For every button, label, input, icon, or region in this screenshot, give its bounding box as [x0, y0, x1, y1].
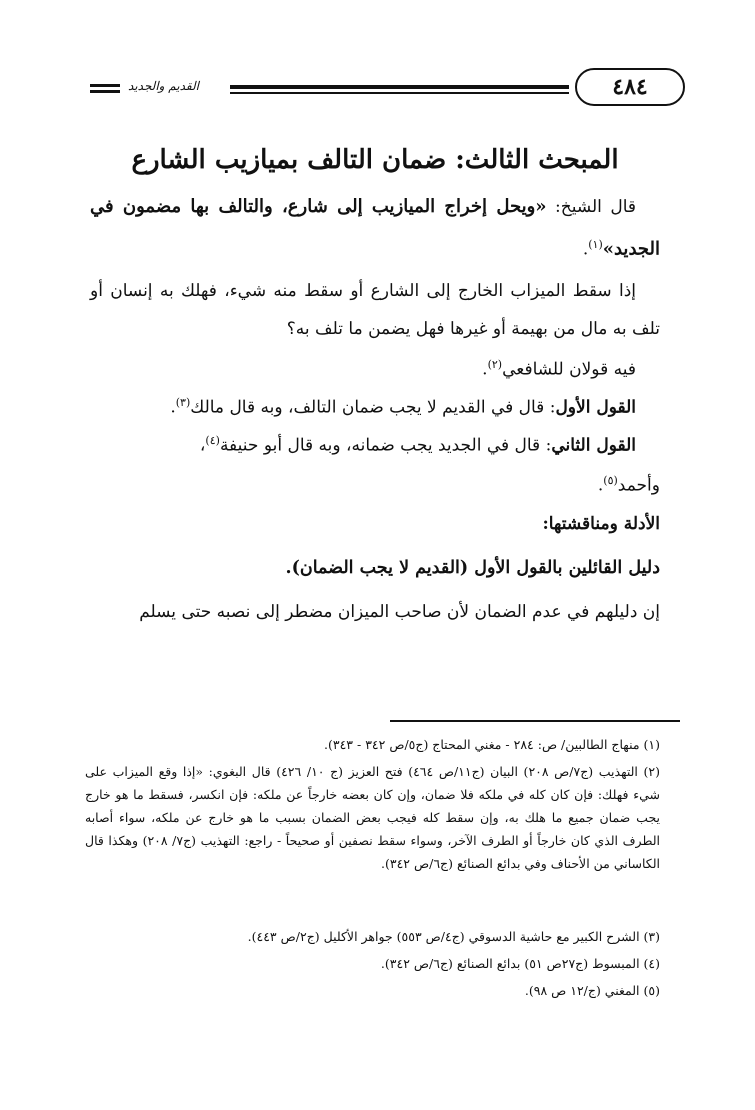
punctuation: .: [582, 239, 589, 260]
footnote-3: (٣) الشرح الكبير مع حاشية الدسوقي (ج٤/ص ٥٥٣) جواهر الأكليل (ج٢/ص ٤٤٣).: [247, 929, 660, 944]
footnote-ref-5[interactable]: (٥): [603, 474, 618, 487]
footnote-separator: [390, 720, 680, 722]
first-opinion-label: القول الأول: [555, 397, 636, 418]
header-rule: [230, 85, 569, 89]
page-number: ٤٨٤: [575, 68, 685, 106]
opinions-intro: [482, 358, 636, 380]
header-rule-thin: [230, 92, 569, 94]
punctuation: .: [597, 475, 604, 496]
first-opinion-text: : قال في القديم لا يجب ضمان التالف، وبه قال مالك: [190, 397, 556, 418]
first-opinion: [170, 396, 636, 418]
quoted-text: «ويحل إخراج الميازيب إلى شارع، والتالف بها مضمون في الجديد»: [90, 196, 660, 260]
punctuation: ،: [199, 435, 206, 456]
evidence-heading: الأدلة ومناقشتها:: [542, 514, 660, 534]
header-ornament: [90, 84, 120, 96]
second-opinion-label: القول الثاني: [551, 435, 636, 456]
footnote-5: (٥) المغني (ج/١٢ ص ٩٨).: [524, 983, 660, 998]
footnote-ref-3[interactable]: (٣): [175, 396, 191, 409]
section-title: المبحث الثالث: ضمان التالف بميازيب الشارع: [131, 145, 619, 175]
evidence-paragraph: إن دليلهم في عدم الضمان لأن صاحب الميزان مضطر إلى نصبه حتى يسلم: [139, 602, 660, 622]
second-opinion: [90, 434, 636, 456]
punctuation: .: [170, 397, 176, 418]
first-opinion-evidence-heading: دليل القائلين بالقول الأول (القديم لا يجب الضمان).: [285, 558, 660, 578]
footnote-ref-4[interactable]: (٤): [205, 434, 220, 447]
footnote-ref-2[interactable]: (٢): [487, 358, 503, 371]
footnote-4: (٤) المبسوط (ج٢٧ص ٥١) بدائع الصنائع (ج٦/ص ٣٤٢).: [380, 956, 660, 971]
opinions-text: فيه قولان للشافعي: [502, 359, 636, 380]
second-opinion-cont: [598, 474, 660, 496]
punctuation: .: [482, 359, 488, 380]
second-opinion-cont-text: وأحمد: [617, 475, 660, 496]
running-title: القديم والجديد: [128, 79, 199, 93]
second-opinion-text: : قال في الجديد يجب ضمانه، وبه قال أبو حنيفة: [219, 435, 552, 456]
paragraph-intro: قال الشيخ:: [546, 197, 636, 217]
paragraph-question: إذا سقط الميزاب الخارج إلى الشارع أو سقط منه شيء، فهلك به إنسان أو تلف به مال من بهيمة أو غيرها فهل يضمن ما تلف به؟: [90, 281, 660, 339]
paragraph-quote: [90, 188, 660, 269]
footnote-2: (٢) التهذيب (ج٧/ص ٢٠٨) البيان (ج١١/ص ٤٦٤) فتح العزيز (ج ١٠/ ٤٢٦) قال البغوي: «إذا وقع الميزاب على شيء فهلك: فإن كان كله في ملكه فلا ضمان، وإن كان بعضه خارجاً عن ملكه: فإن انكسر، فسقط ما هو خارج يجب ضمان جميع ما هلك به، وإن سقط كله فيجب بعض الضمان بسبب ما هو خارج عن ملكه، سواء أصابه الطرف الذي كان خارجاً أو الطرف الآخر، وسواء سقط نصفين أو صحيحاً - راجع: التهذيب (ج٧/ ٢٠٨) وهكذا قال الكاساني من الأحناف وفي بدائع الصنائع (ج٦/ص ٣٤٢).: [85, 764, 660, 871]
footnote-1: (١) منهاج الطالبين/ ص: ٢٨٤ - مغني المحتاج (ج٥/ص ٣٤٢ - ٣٤٣).: [324, 737, 660, 752]
footnote-ref-1[interactable]: (١): [588, 238, 603, 251]
